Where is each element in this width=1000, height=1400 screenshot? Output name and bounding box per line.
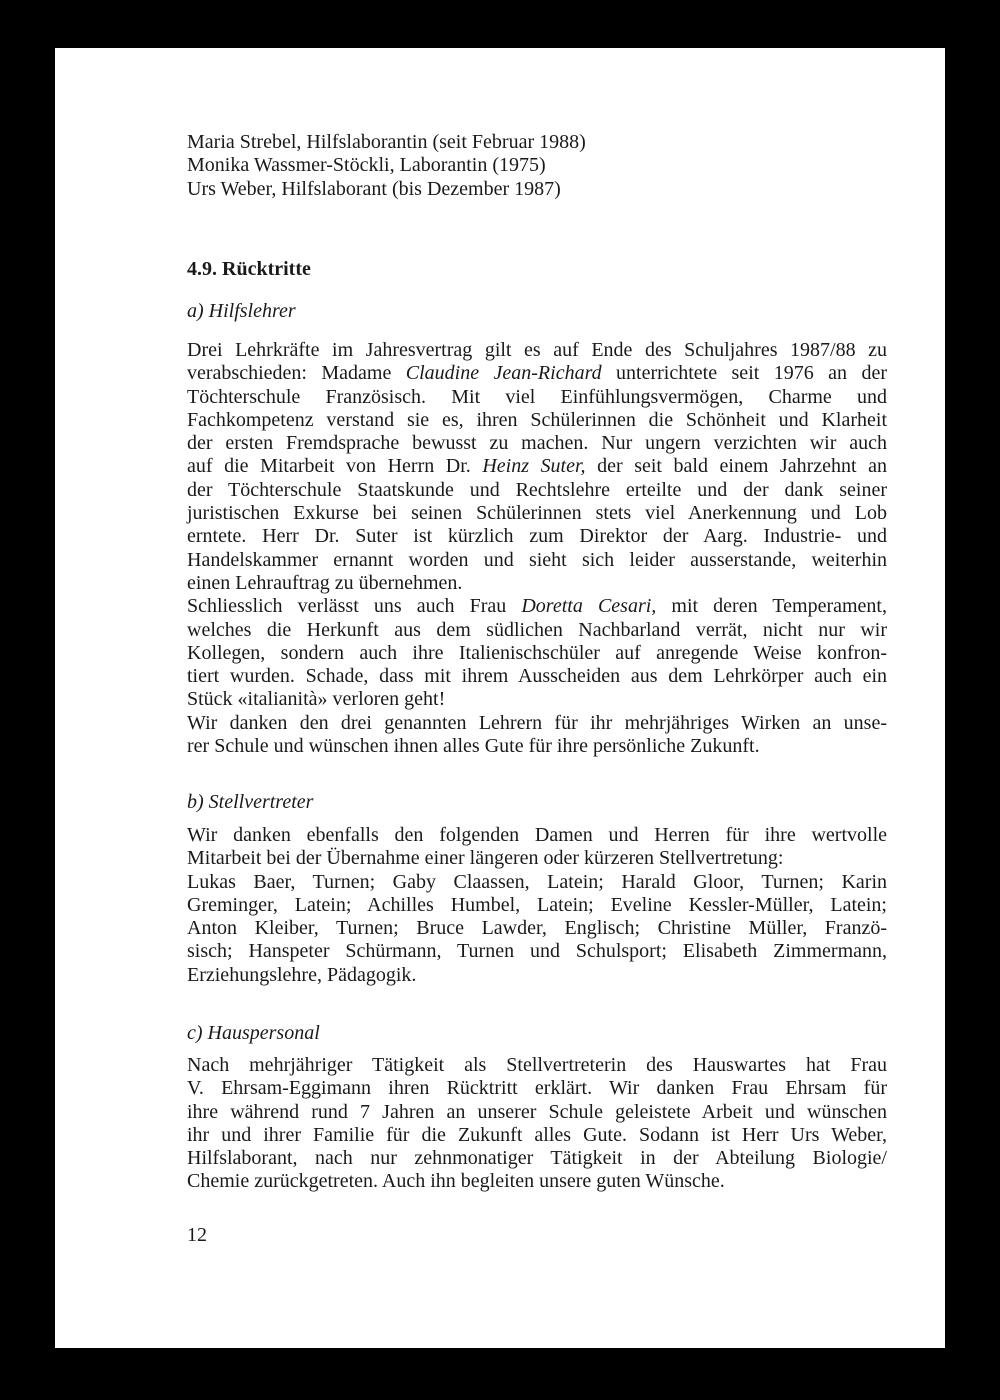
text-line [187,665,887,688]
text-segment: tiert wurden. Schade, dass mit ihrem Ausscheiden aus dem Lehrkörper auch ein [187,665,887,688]
text-line [187,1147,887,1170]
text-line [187,432,887,455]
text-line [187,455,887,478]
text-segment: Mitarbeit bei der Übernahme einer längeren oder kürzeren Stellvertretung: [187,847,784,870]
text-segment: V. Ehrsam-Eggimann ihren Rücktritt erklärt. Wir danken Frau Ehrsam für [187,1077,887,1100]
text-segment: Erziehungslehre, Pädagogik. [187,963,417,986]
text-segment: Chemie zurückgetreten. Auch ihn begleiten unsere guten Wünsche. [187,1170,725,1193]
text-line [187,642,887,665]
text-line [187,871,887,894]
person-name: Heinz Suter, [482,455,586,478]
subsection-body-b [187,824,887,987]
subsection-heading-c: c) Hauspersonal [187,1022,320,1044]
text-segment: welches die Herkunft aus dem südlichen Nachbarland verrät, nicht nur wir [187,618,887,641]
text-line [187,964,887,987]
text-line [187,386,887,409]
text-segment: rer Schule und wünschen ihnen alles Gute für ihre persönliche Zukunft. [187,735,760,758]
subsection-body-a [187,339,887,758]
text-segment: Stück «italianità» verloren geht! [187,688,446,711]
text-line [187,735,887,758]
text-segment: Hilfslaborant, nach nur zehnmonatiger Tätigkeit in der Abteilung Biologie/ [187,1147,887,1170]
person-name: Doretta Cesari, [521,595,657,618]
subsection-body-c [187,1054,887,1194]
text-line [187,549,887,572]
text-segment: auf die Mitarbeit von Herrn Dr. [187,455,483,478]
person-name: Claudine Jean-Richard [405,362,602,385]
text-line [187,688,887,711]
text-line [187,1054,887,1077]
text-segment: Anton Kleiber, Turnen; Bruce Lawder, Englisch; Christine Müller, Franzö- [187,917,887,940]
text-line [187,712,887,735]
text-segment: mit deren Temperament, [656,595,887,618]
text-segment: Drei Lehrkräfte im Jahresvertrag gilt es auf Ende des Schuljahres 1987/88 zu [187,339,887,361]
staff-line: Monika Wassmer-Stöckli, Laborantin (1975) [187,154,546,177]
text-line [187,362,887,385]
text-segment: Handelskammer ernannt worden und sieht sich leider ausserstande, weiterhin [187,548,887,571]
text-line [187,479,887,502]
text-segment: ihr und ihrer Familie für die Zukunft alles Gute. Sodann ist Herr Urs Weber, [187,1123,887,1146]
text-segment: Kollegen, sondern auch ihre Italienischschüler auf anregende Weise konfron- [187,641,887,664]
text-line [187,917,887,940]
text-line [187,1101,887,1124]
text-segment: Schliesslich verlässt uns auch Frau [187,595,522,618]
staff-line: Urs Weber, Hilfslaborant (bis Dezember 1987) [187,177,561,200]
subsection-heading-a: a) Hilfslehrer [187,300,296,322]
text-segment: verabschieden: Madame [187,362,406,385]
staff-list [187,131,887,201]
text-line [187,847,887,870]
text-line [187,940,887,963]
section-heading: 4.9. Rücktritte [187,258,311,280]
text-segment: Fachkompetenz verstand sie es, ihren Schülerinnen die Schönheit und Klarheit [187,408,887,431]
text-line [187,595,887,618]
text-segment: Nach mehrjähriger Tätigkeit als Stellvertreterin des Hauswartes hat Frau [187,1054,887,1076]
text-segment: der ersten Fremdsprache bewusst zu machen. Nur ungern verzichten wir auch [187,432,887,455]
text-segment: Töchterschule Französisch. Mit viel Einfühlungsvermögen, Charme und [187,385,887,408]
text-line [187,1124,887,1147]
text-segment: der seit bald einem Jahrzehnt an [585,455,887,478]
text-line [187,572,887,595]
text-line [187,619,887,642]
text-line [187,894,887,917]
text-segment: ihre während rund 7 Jahren an unserer Schule geleistete Arbeit und wünschen [187,1100,887,1123]
staff-line: Maria Strebel, Hilfslaborantin (seit Februar 1988) [187,131,586,153]
text-segment: sisch; Hanspeter Schürmann, Turnen und Schulsport; Elisabeth Zimmermann, [187,940,887,963]
text-line [187,1170,887,1193]
subsection-heading-b: b) Stellvertreter [187,791,314,813]
text-line [187,1077,887,1100]
text-line [187,525,887,548]
text-line [187,409,887,432]
text-segment: Greminger, Latein; Achilles Humbel, Latein; Eveline Kessler-Müller, Latein; [187,893,887,916]
text-line [187,824,887,847]
text-segment: erntete. Herr Dr. Suter ist kürzlich zum Direktor der Aarg. Industrie- und [187,525,887,548]
page-number: 12 [187,1224,207,1246]
text-segment: einen Lehrauftrag zu übernehmen. [187,571,463,594]
text-segment: Lukas Baer, Turnen; Gaby Claassen, Latein; Harald Gloor, Turnen; Karin [187,870,887,893]
text-segment: juristischen Exkurse bei seinen Schülerinnen stets viel Anerkennung und Lob [187,502,887,525]
text-segment: unterrichtete seit 1976 an der [601,362,887,385]
text-line [187,502,887,525]
text-segment: Wir danken den drei genannten Lehrern für ihr mehrjähriges Wirken an unse- [187,711,887,734]
text-segment: Wir danken ebenfalls den folgenden Damen und Herren für ihre wertvolle [187,824,887,846]
text-segment: der Töchterschule Staatskunde und Rechtslehre erteilte und der dank seiner [187,478,887,501]
text-line [187,339,887,362]
